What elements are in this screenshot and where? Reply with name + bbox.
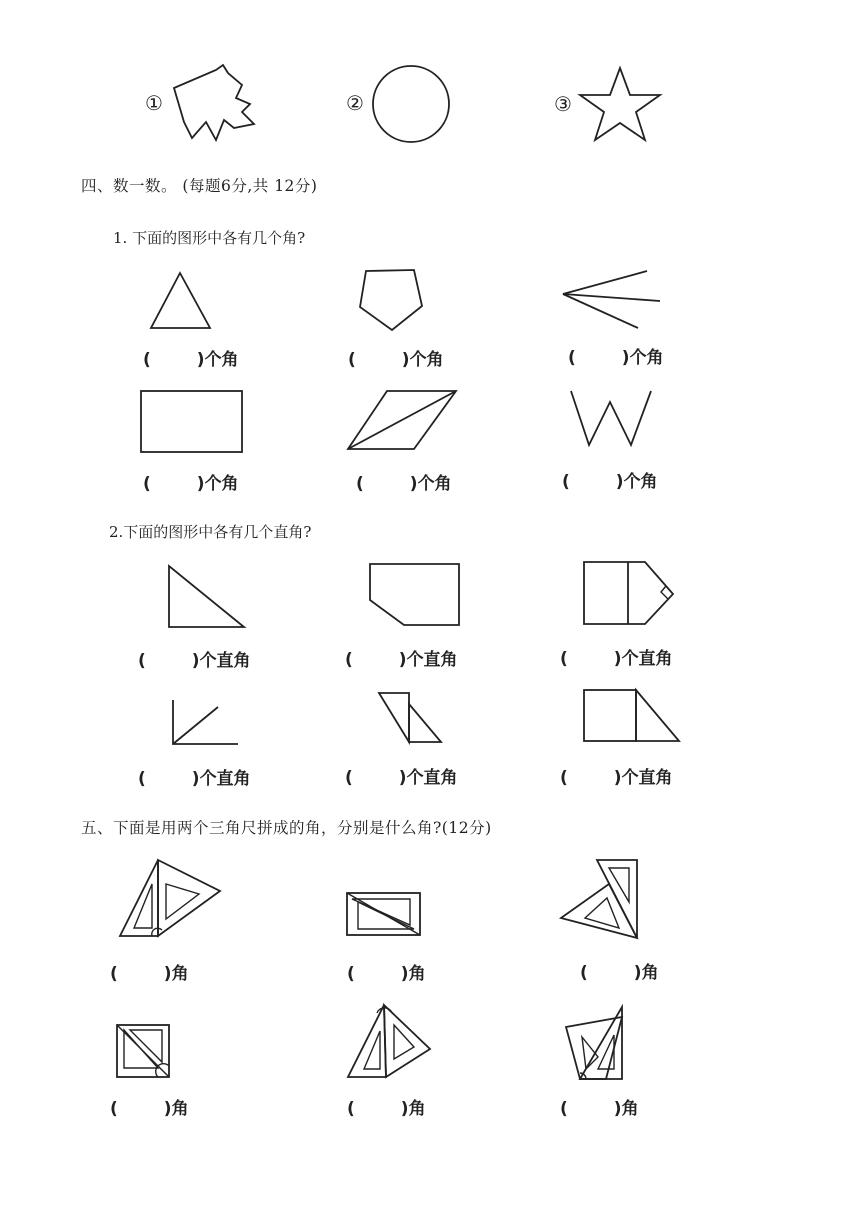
triangle-shape	[148, 270, 214, 332]
q2-answer-1[interactable]: ( )个直角	[138, 651, 251, 671]
circle-shape	[370, 64, 454, 144]
parallelogram-with-diagonal-shape	[345, 388, 461, 454]
w-zigzag-shape	[568, 388, 656, 450]
label-circled-1: ①	[145, 91, 163, 115]
q2-answer-6[interactable]: ( )个直角	[560, 768, 673, 788]
q1-answer-4[interactable]: ( )个角	[143, 474, 239, 494]
q1-answer-6[interactable]: ( )个角	[562, 472, 658, 492]
q2-prompt: 2.下面的图形中各有几个直角?	[109, 523, 312, 541]
square-with-right-triangle-shape	[581, 687, 685, 745]
q5-answer-6[interactable]: ( )角	[560, 1099, 639, 1119]
section-5-title: 五、下面是用两个三角尺拼成的角，分别是什么角?(12分)	[81, 819, 492, 837]
q5-answer-4[interactable]: ( )角	[110, 1099, 189, 1119]
q2-answer-4[interactable]: ( )个直角	[138, 769, 251, 789]
set-square-pair-5-figure	[344, 1001, 434, 1083]
q5-answer-5[interactable]: ( )角	[347, 1099, 426, 1119]
q5-answer-1[interactable]: ( )角	[110, 964, 189, 984]
q1-prompt: 1. 下面的图形中各有几个角?	[113, 229, 306, 247]
q2-answer-2[interactable]: ( )个直角	[345, 650, 458, 670]
rectangle-shape	[138, 388, 246, 456]
angle-with-ray-shape	[170, 697, 242, 749]
pentagon-shape	[356, 268, 426, 334]
three-rays-shape	[560, 268, 664, 332]
square-with-triangle-shape	[581, 559, 677, 629]
q2-answer-3[interactable]: ( )个直角	[560, 649, 673, 669]
label-circled-2: ②	[346, 91, 364, 115]
set-square-pair-4-figure	[114, 1022, 174, 1080]
set-square-pair-1-figure	[114, 856, 224, 942]
set-square-pair-6-figure	[562, 1003, 626, 1083]
q1-answer-5[interactable]: ( )个角	[356, 474, 452, 494]
label-circled-3: ③	[554, 92, 572, 116]
cut-corner-pentagon-shape	[367, 561, 463, 629]
set-square-pair-2-figure	[344, 889, 424, 939]
q1-answer-3[interactable]: ( )个角	[568, 348, 664, 368]
irregular-polygon-shape	[170, 60, 260, 145]
q1-answer-2[interactable]: ( )个角	[348, 350, 444, 370]
section-4-title: 四、数一数。 (每题6分,共 12分)	[81, 177, 318, 195]
q1-answer-1[interactable]: ( )个角	[143, 350, 239, 370]
star-shape	[578, 66, 664, 146]
set-square-pair-3-figure	[557, 856, 647, 942]
two-triangles-z-shape	[376, 690, 446, 746]
right-triangle-shape	[166, 563, 248, 631]
q5-answer-3[interactable]: ( )角	[580, 963, 659, 983]
q2-answer-5[interactable]: ( )个直角	[345, 768, 458, 788]
q5-answer-2[interactable]: ( )角	[347, 964, 426, 984]
